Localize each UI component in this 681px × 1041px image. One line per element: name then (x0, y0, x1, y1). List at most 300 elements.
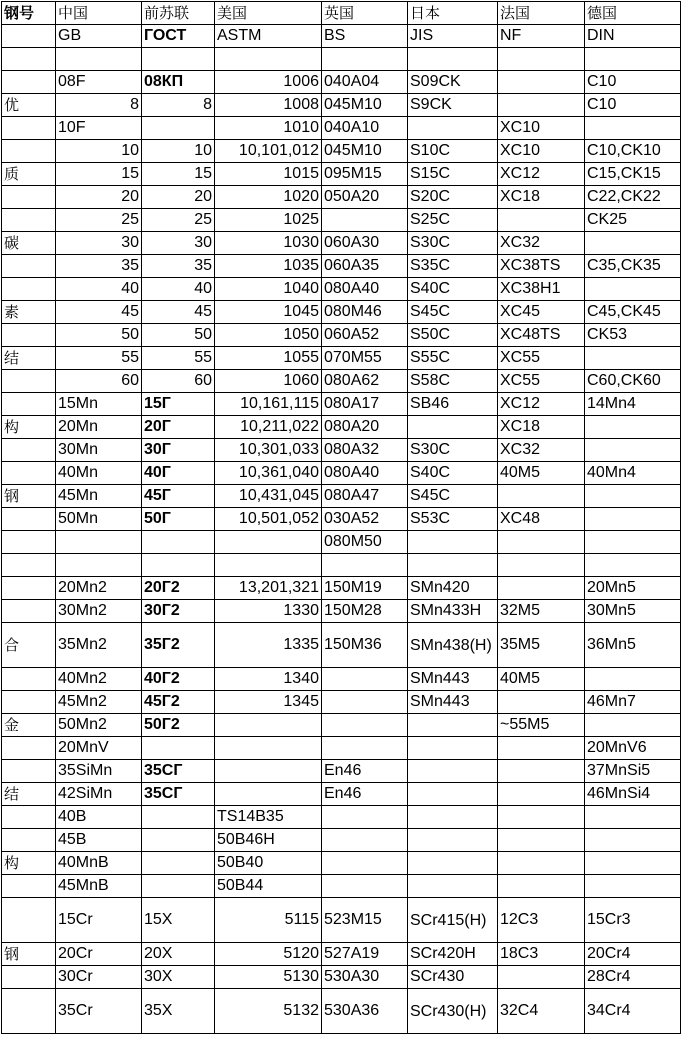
cell-germany-din: CK53 (585, 324, 681, 347)
cell-japan-jis: SMn443 (408, 668, 498, 691)
cell-ussr-gost (142, 737, 215, 760)
cell-grade-label (2, 186, 56, 209)
cell-grade-label: 构 (2, 416, 56, 439)
cell-japan-jis (408, 829, 498, 852)
cell-usa-astm (215, 783, 322, 806)
cell-china-gb: 50Mn (56, 508, 142, 531)
cell-usa-astm (215, 48, 322, 71)
table-row (2, 255, 681, 278)
cell-france-nf (498, 806, 585, 829)
cell-germany-din: 20Cr4 (585, 943, 681, 966)
cell-uk-bs: 080A32 (322, 439, 408, 462)
cell-germany-din: C35,CK35 (585, 255, 681, 278)
cell-grade-label: 素 (2, 301, 56, 324)
cell-france-nf (498, 737, 585, 760)
cell-usa-astm: 10,211,022 (215, 416, 322, 439)
cell-japan-jis (408, 554, 498, 577)
cell-ussr-gost: 30 (142, 232, 215, 255)
cell-grade-label (2, 577, 56, 600)
cell-japan-jis (408, 117, 498, 140)
cell-china-gb: 35SiMn (56, 760, 142, 783)
cell-france-nf (498, 94, 585, 117)
cell-grade-label (2, 691, 56, 714)
cell-usa-astm: 10,501,052 (215, 508, 322, 531)
cell-germany-din: 36Mn5 (585, 623, 681, 668)
cell-france-nf: 法国 (498, 2, 585, 25)
cell-usa-astm: 10,101,012 (215, 140, 322, 163)
cell-germany-din: C60,CK60 (585, 370, 681, 393)
cell-germany-din (585, 714, 681, 737)
cell-china-gb: 20 (56, 186, 142, 209)
table-row (2, 668, 681, 691)
cell-china-gb: 30 (56, 232, 142, 255)
standards-row (2, 25, 681, 48)
table-row (2, 760, 681, 783)
cell-grade-label (2, 508, 56, 531)
cell-japan-jis: SB46 (408, 393, 498, 416)
cell-japan-jis (408, 714, 498, 737)
cell-ussr-gost: 35 (142, 255, 215, 278)
cell-usa-astm: 50B40 (215, 852, 322, 875)
cell-china-gb: 30Mn (56, 439, 142, 462)
cell-usa-astm: 1060 (215, 370, 322, 393)
cell-germany-din: C10 (585, 94, 681, 117)
cell-china-gb: 40Mn2 (56, 668, 142, 691)
cell-ussr-gost: 30Г (142, 439, 215, 462)
header-row (2, 2, 681, 25)
cell-grade-label (2, 324, 56, 347)
cell-usa-astm (215, 531, 322, 554)
table-row (2, 966, 681, 989)
cell-uk-bs: 150M19 (322, 577, 408, 600)
cell-uk-bs (322, 829, 408, 852)
cell-uk-bs: 040A04 (322, 71, 408, 94)
cell-france-nf: XC32 (498, 232, 585, 255)
table-row (2, 806, 681, 829)
cell-france-nf: XC12 (498, 163, 585, 186)
cell-france-nf: XC55 (498, 347, 585, 370)
cell-uk-bs: 070M55 (322, 347, 408, 370)
cell-japan-jis: S50C (408, 324, 498, 347)
cell-uk-bs: 080A40 (322, 278, 408, 301)
cell-usa-astm: 50B44 (215, 875, 322, 898)
cell-china-gb: 25 (56, 209, 142, 232)
cell-germany-din: C15,CK15 (585, 163, 681, 186)
cell-usa-astm: 1008 (215, 94, 322, 117)
cell-ussr-gost: 20Г (142, 416, 215, 439)
cell-france-nf (498, 531, 585, 554)
cell-france-nf (498, 577, 585, 600)
cell-japan-jis: 日本 (408, 2, 498, 25)
cell-uk-bs: 080A47 (322, 485, 408, 508)
cell-ussr-gost: 20X (142, 943, 215, 966)
cell-china-gb: 中国 (56, 2, 142, 25)
cell-germany-din (585, 347, 681, 370)
cell-uk-bs (322, 209, 408, 232)
cell-grade-label (2, 370, 56, 393)
cell-grade-label: 质 (2, 163, 56, 186)
cell-ussr-gost (142, 806, 215, 829)
cell-germany-din (585, 806, 681, 829)
cell-china-gb: GB (56, 25, 142, 48)
cell-usa-astm (215, 554, 322, 577)
cell-france-nf (498, 760, 585, 783)
cell-usa-astm: 10,431,045 (215, 485, 322, 508)
cell-germany-din: C45,CK45 (585, 301, 681, 324)
cell-usa-astm: 5130 (215, 966, 322, 989)
cell-germany-din (585, 554, 681, 577)
cell-uk-bs: 045M10 (322, 94, 408, 117)
cell-usa-astm: 1025 (215, 209, 322, 232)
cell-china-gb: 45 (56, 301, 142, 324)
cell-france-nf: XC38H1 (498, 278, 585, 301)
cell-usa-astm: 1330 (215, 600, 322, 623)
cell-japan-jis: S45C (408, 485, 498, 508)
cell-ussr-gost: 45Г2 (142, 691, 215, 714)
cell-ussr-gost: 30X (142, 966, 215, 989)
cell-uk-bs: 080A40 (322, 462, 408, 485)
cell-usa-astm: 1045 (215, 301, 322, 324)
cell-uk-bs (322, 806, 408, 829)
cell-japan-jis (408, 806, 498, 829)
table-row (2, 278, 681, 301)
cell-grade-label (2, 875, 56, 898)
cell-china-gb: 45Mn2 (56, 691, 142, 714)
cell-usa-astm: 1006 (215, 71, 322, 94)
cell-germany-din (585, 117, 681, 140)
cell-ussr-gost: 35Г2 (142, 623, 215, 668)
cell-uk-bs (322, 48, 408, 71)
cell-germany-din (585, 416, 681, 439)
table-row (2, 577, 681, 600)
cell-germany-din (585, 875, 681, 898)
cell-japan-jis: S20C (408, 186, 498, 209)
cell-ussr-gost: 10 (142, 140, 215, 163)
cell-uk-bs: 045M10 (322, 140, 408, 163)
cell-france-nf: NF (498, 25, 585, 48)
table-row (2, 462, 681, 485)
cell-usa-astm: 1035 (215, 255, 322, 278)
cell-usa-astm (215, 737, 322, 760)
cell-uk-bs: En46 (322, 760, 408, 783)
cell-uk-bs (322, 554, 408, 577)
table-row (2, 209, 681, 232)
cell-grade-label: 钢 (2, 485, 56, 508)
table-row (2, 852, 681, 875)
cell-china-gb: 15Cr (56, 898, 142, 943)
table-row (2, 943, 681, 966)
cell-usa-astm: 1040 (215, 278, 322, 301)
cell-grade-label (2, 966, 56, 989)
table-row (2, 691, 681, 714)
cell-germany-din (585, 439, 681, 462)
cell-japan-jis: S25C (408, 209, 498, 232)
cell-japan-jis: SCr430(H) (408, 989, 498, 1034)
cell-usa-astm (215, 760, 322, 783)
cell-usa-astm: 1010 (215, 117, 322, 140)
cell-china-gb: 30Cr (56, 966, 142, 989)
cell-germany-din (585, 508, 681, 531)
cell-grade-label (2, 600, 56, 623)
cell-japan-jis: S30C (408, 439, 498, 462)
table-row (2, 393, 681, 416)
cell-germany-din (585, 852, 681, 875)
cell-germany-din (585, 48, 681, 71)
cell-ussr-gost (142, 531, 215, 554)
cell-china-gb: 42SiMn (56, 783, 142, 806)
cell-france-nf: XC55 (498, 370, 585, 393)
cell-japan-jis: S40C (408, 278, 498, 301)
cell-china-gb: 08F (56, 71, 142, 94)
cell-japan-jis: S09CK (408, 71, 498, 94)
cell-ussr-gost: 35СГ (142, 760, 215, 783)
cell-grade-label (2, 668, 56, 691)
table-row (2, 140, 681, 163)
cell-ussr-gost: 50Г2 (142, 714, 215, 737)
cell-usa-astm: ASTM (215, 25, 322, 48)
cell-uk-bs: 060A52 (322, 324, 408, 347)
cell-china-gb: 15 (56, 163, 142, 186)
cell-usa-astm: 1030 (215, 232, 322, 255)
cell-france-nf: XC48 (498, 508, 585, 531)
cell-germany-din: 40Mn4 (585, 462, 681, 485)
cell-usa-astm: 1015 (215, 163, 322, 186)
cell-ussr-gost: 20Г2 (142, 577, 215, 600)
cell-uk-bs (322, 852, 408, 875)
cell-germany-din: C22,CK22 (585, 186, 681, 209)
cell-uk-bs: 530A36 (322, 989, 408, 1034)
table-row (2, 485, 681, 508)
cell-japan-jis: SMn438(H) (408, 623, 498, 668)
cell-ussr-gost: 40 (142, 278, 215, 301)
cell-china-gb: 35 (56, 255, 142, 278)
cell-grade-label (2, 760, 56, 783)
cell-japan-jis: S53C (408, 508, 498, 531)
cell-china-gb: 35Cr (56, 989, 142, 1034)
table-row (2, 186, 681, 209)
cell-grade-label (2, 140, 56, 163)
table-row (2, 232, 681, 255)
cell-usa-astm: 1335 (215, 623, 322, 668)
cell-usa-astm: 50B46H (215, 829, 322, 852)
cell-uk-bs: 080M50 (322, 531, 408, 554)
cell-germany-din (585, 668, 681, 691)
table-row (2, 48, 681, 71)
cell-usa-astm: 1050 (215, 324, 322, 347)
cell-uk-bs: 150M36 (322, 623, 408, 668)
cell-ussr-gost: 40Г2 (142, 668, 215, 691)
cell-japan-jis (408, 852, 498, 875)
cell-uk-bs: En46 (322, 783, 408, 806)
cell-china-gb: 40Mn (56, 462, 142, 485)
cell-france-nf (498, 966, 585, 989)
cell-france-nf: 32M5 (498, 600, 585, 623)
cell-uk-bs: 030A52 (322, 508, 408, 531)
cell-uk-bs: 060A35 (322, 255, 408, 278)
table-row (2, 829, 681, 852)
cell-ussr-gost: 前苏联 (142, 2, 215, 25)
cell-ussr-gost: 15X (142, 898, 215, 943)
cell-japan-jis: S9CK (408, 94, 498, 117)
cell-ussr-gost: ГОСТ (142, 25, 215, 48)
cell-france-nf: XC38TS (498, 255, 585, 278)
cell-grade-label: 钢 (2, 943, 56, 966)
cell-uk-bs: 527A19 (322, 943, 408, 966)
cell-france-nf: XC32 (498, 439, 585, 462)
cell-france-nf (498, 783, 585, 806)
cell-usa-astm: 1020 (215, 186, 322, 209)
cell-china-gb: 20Mn (56, 416, 142, 439)
cell-germany-din: 30Mn5 (585, 600, 681, 623)
cell-ussr-gost: 15 (142, 163, 215, 186)
cell-ussr-gost (142, 829, 215, 852)
cell-france-nf (498, 209, 585, 232)
table-row (2, 347, 681, 370)
steel-grade-comparison-table (1, 1, 681, 1034)
cell-grade-label: 结 (2, 783, 56, 806)
cell-china-gb: 10 (56, 140, 142, 163)
cell-grade-label (2, 393, 56, 416)
cell-china-gb: 40MnB (56, 852, 142, 875)
cell-grade-label (2, 255, 56, 278)
table-row (2, 508, 681, 531)
cell-ussr-gost: 60 (142, 370, 215, 393)
cell-france-nf: 40M5 (498, 462, 585, 485)
cell-france-nf: 35M5 (498, 623, 585, 668)
cell-japan-jis: S15C (408, 163, 498, 186)
cell-germany-din: 德国 (585, 2, 681, 25)
cell-france-nf: XC18 (498, 416, 585, 439)
cell-grade-label: 合 (2, 623, 56, 668)
cell-grade-label (2, 531, 56, 554)
cell-grade-label (2, 898, 56, 943)
cell-china-gb: 30Mn2 (56, 600, 142, 623)
cell-japan-jis: JIS (408, 25, 498, 48)
cell-ussr-gost: 08КП (142, 71, 215, 94)
cell-china-gb: 15Mn (56, 393, 142, 416)
cell-france-nf: XC12 (498, 393, 585, 416)
cell-uk-bs: BS (322, 25, 408, 48)
cell-grade-label (2, 71, 56, 94)
cell-usa-astm: 美国 (215, 2, 322, 25)
cell-ussr-gost: 15Г (142, 393, 215, 416)
cell-uk-bs: 080A20 (322, 416, 408, 439)
table-row (2, 163, 681, 186)
cell-japan-jis: S40C (408, 462, 498, 485)
table-row (2, 989, 681, 1034)
table-row (2, 737, 681, 760)
cell-grade-label (2, 439, 56, 462)
cell-ussr-gost: 45 (142, 301, 215, 324)
cell-grade-label (2, 278, 56, 301)
cell-grade-label: 金 (2, 714, 56, 737)
cell-france-nf: 12C3 (498, 898, 585, 943)
cell-uk-bs (322, 691, 408, 714)
cell-germany-din: 15Cr3 (585, 898, 681, 943)
cell-japan-jis (408, 760, 498, 783)
cell-grade-label (2, 25, 56, 48)
cell-japan-jis: S55C (408, 347, 498, 370)
cell-china-gb: 60 (56, 370, 142, 393)
table-row (2, 783, 681, 806)
cell-japan-jis (408, 783, 498, 806)
table-row (2, 324, 681, 347)
cell-china-gb: 40B (56, 806, 142, 829)
cell-uk-bs: 050A20 (322, 186, 408, 209)
cell-china-gb (56, 531, 142, 554)
cell-usa-astm: 10,361,040 (215, 462, 322, 485)
cell-grade-label: 构 (2, 852, 56, 875)
cell-china-gb: 50Mn2 (56, 714, 142, 737)
cell-germany-din: 20MnV6 (585, 737, 681, 760)
cell-china-gb: 55 (56, 347, 142, 370)
cell-grade-label (2, 829, 56, 852)
cell-ussr-gost: 50 (142, 324, 215, 347)
cell-france-nf: XC18 (498, 186, 585, 209)
cell-germany-din (585, 232, 681, 255)
cell-uk-bs (322, 875, 408, 898)
cell-japan-jis: S35C (408, 255, 498, 278)
cell-germany-din: CK25 (585, 209, 681, 232)
table-row (2, 714, 681, 737)
cell-france-nf (498, 691, 585, 714)
cell-germany-din: 28Cr4 (585, 966, 681, 989)
table-row (2, 875, 681, 898)
cell-usa-astm: 10,161,115 (215, 393, 322, 416)
cell-usa-astm: 10,301,033 (215, 439, 322, 462)
cell-china-gb: 20Cr (56, 943, 142, 966)
cell-japan-jis: SCr430 (408, 966, 498, 989)
cell-france-nf (498, 485, 585, 508)
cell-usa-astm: 5120 (215, 943, 322, 966)
cell-germany-din (585, 531, 681, 554)
cell-usa-astm: 1345 (215, 691, 322, 714)
cell-grade-label: 钢号 (2, 2, 56, 25)
cell-ussr-gost: 25 (142, 209, 215, 232)
cell-grade-label (2, 48, 56, 71)
cell-grade-label (2, 737, 56, 760)
cell-ussr-gost: 45Г (142, 485, 215, 508)
cell-usa-astm: 5115 (215, 898, 322, 943)
cell-germany-din (585, 829, 681, 852)
cell-china-gb: 50 (56, 324, 142, 347)
cell-france-nf: XC45 (498, 301, 585, 324)
cell-usa-astm: 1340 (215, 668, 322, 691)
cell-china-gb: 20MnV (56, 737, 142, 760)
table-row (2, 531, 681, 554)
cell-uk-bs: 523M15 (322, 898, 408, 943)
table-row (2, 416, 681, 439)
cell-uk-bs (322, 714, 408, 737)
cell-uk-bs (322, 668, 408, 691)
cell-ussr-gost (142, 117, 215, 140)
cell-japan-jis: S30C (408, 232, 498, 255)
cell-ussr-gost: 50Г (142, 508, 215, 531)
cell-japan-jis (408, 531, 498, 554)
cell-ussr-gost: 40Г (142, 462, 215, 485)
cell-grade-label (2, 209, 56, 232)
cell-ussr-gost: 20 (142, 186, 215, 209)
cell-japan-jis (408, 737, 498, 760)
cell-uk-bs: 080A17 (322, 393, 408, 416)
cell-china-gb (56, 554, 142, 577)
cell-france-nf: 40M5 (498, 668, 585, 691)
cell-germany-din: 20Mn5 (585, 577, 681, 600)
cell-france-nf: 18C3 (498, 943, 585, 966)
cell-germany-din (585, 278, 681, 301)
cell-japan-jis: SCr415(H) (408, 898, 498, 943)
cell-uk-bs: 530A30 (322, 966, 408, 989)
